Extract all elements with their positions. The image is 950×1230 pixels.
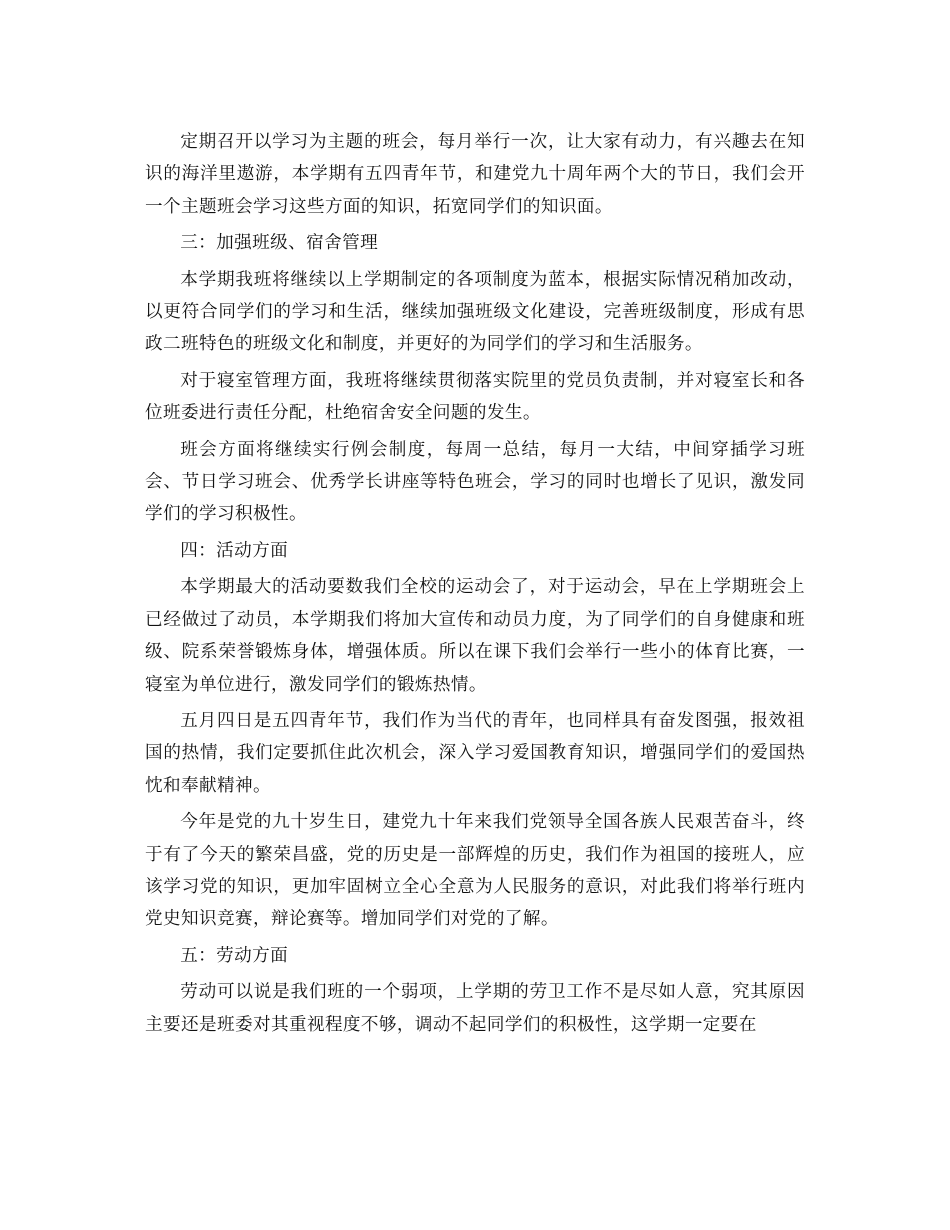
paragraph-labor: 劳动可以说是我们班的一个弱项，上学期的劳卫工作不是尽如人意，究其原因主要还是班委对其重视程度不够，调动不起同学们的积极性，这学期一定要在 <box>145 982 805 1035</box>
paragraph-dorm-management: 对于寝室管理方面，我班将继续贯彻落实院里的党员负责制，并对寝室长和各位班委进行责任分配，杜绝宿舍安全问题的发生。 <box>145 370 805 424</box>
document-page <box>145 126 805 1045</box>
paragraph-class-rules: 本学期我班将继续以上学期制定的各项制度为蓝本，根据实际情况稍加改动，以更符合同学们的学习和生活，继续加强班级文化建设，完善班级制度，形成有思政二班特色的班级文化和制度，并更好的为同学们的学习和生活服务。 <box>145 269 805 355</box>
section-heading-activities: 四：活动方面 <box>180 540 289 561</box>
section-heading-labor: 五：劳动方面 <box>180 945 289 966</box>
paragraph-party-anniversary: 今年是党的九十岁生日，建党九十年来我们党领导全国各族人民艰苦奋斗，终于有了今天的繁荣昌盛，党的历史是一部辉煌的历史，我们作为祖国的接班人，应该学习党的知识，更加牢固树立全心全意为人民服务的意识，对此我们将举行班内党史知识竞赛，辩论赛等。增加同学们对党的了解。 <box>145 812 805 930</box>
paragraph-study-meetings: 定期召开以学习为主题的班会，每月举行一次，让大家有动力，有兴趣去在知识的海洋里遨游，本学期有五四青年节，和建党九十周年两个大的节日，我们会开一个主题班会学习这些方面的知识，拓宽同学们的知识面。 <box>145 132 805 217</box>
paragraph-youth-day: 五月四日是五四青年节，我们作为当代的青年，也同样具有奋发图强，报效祖国的热情，我们定要抓住此次机会，深入学习爱国教育知识，增强同学们的爱国热忱和奉献精神。 <box>145 710 805 796</box>
paragraph-sports-meet: 本学期最大的活动要数我们全校的运动会了，对于运动会，早在上学期班会上已经做过了动员，本学期我们将加大宣传和动员力度，为了同学们的自身健康和班级、院系荣誉锻炼身体，增强体质。所以在课下我们会举行一些小的体育比赛，一寝室为单位进行，激发同学们的锻炼热情。 <box>145 577 805 695</box>
paragraph-class-meetings: 班会方面将继续实行例会制度，每周一总结，每月一大结，中间穿插学习班会、节日学习班会、优秀学长讲座等特色班会，学习的同时也增长了见识，激发同学们的学习积极性。 <box>145 439 805 525</box>
section-heading-management: 三：加强班级、宿舍管理 <box>180 233 379 254</box>
